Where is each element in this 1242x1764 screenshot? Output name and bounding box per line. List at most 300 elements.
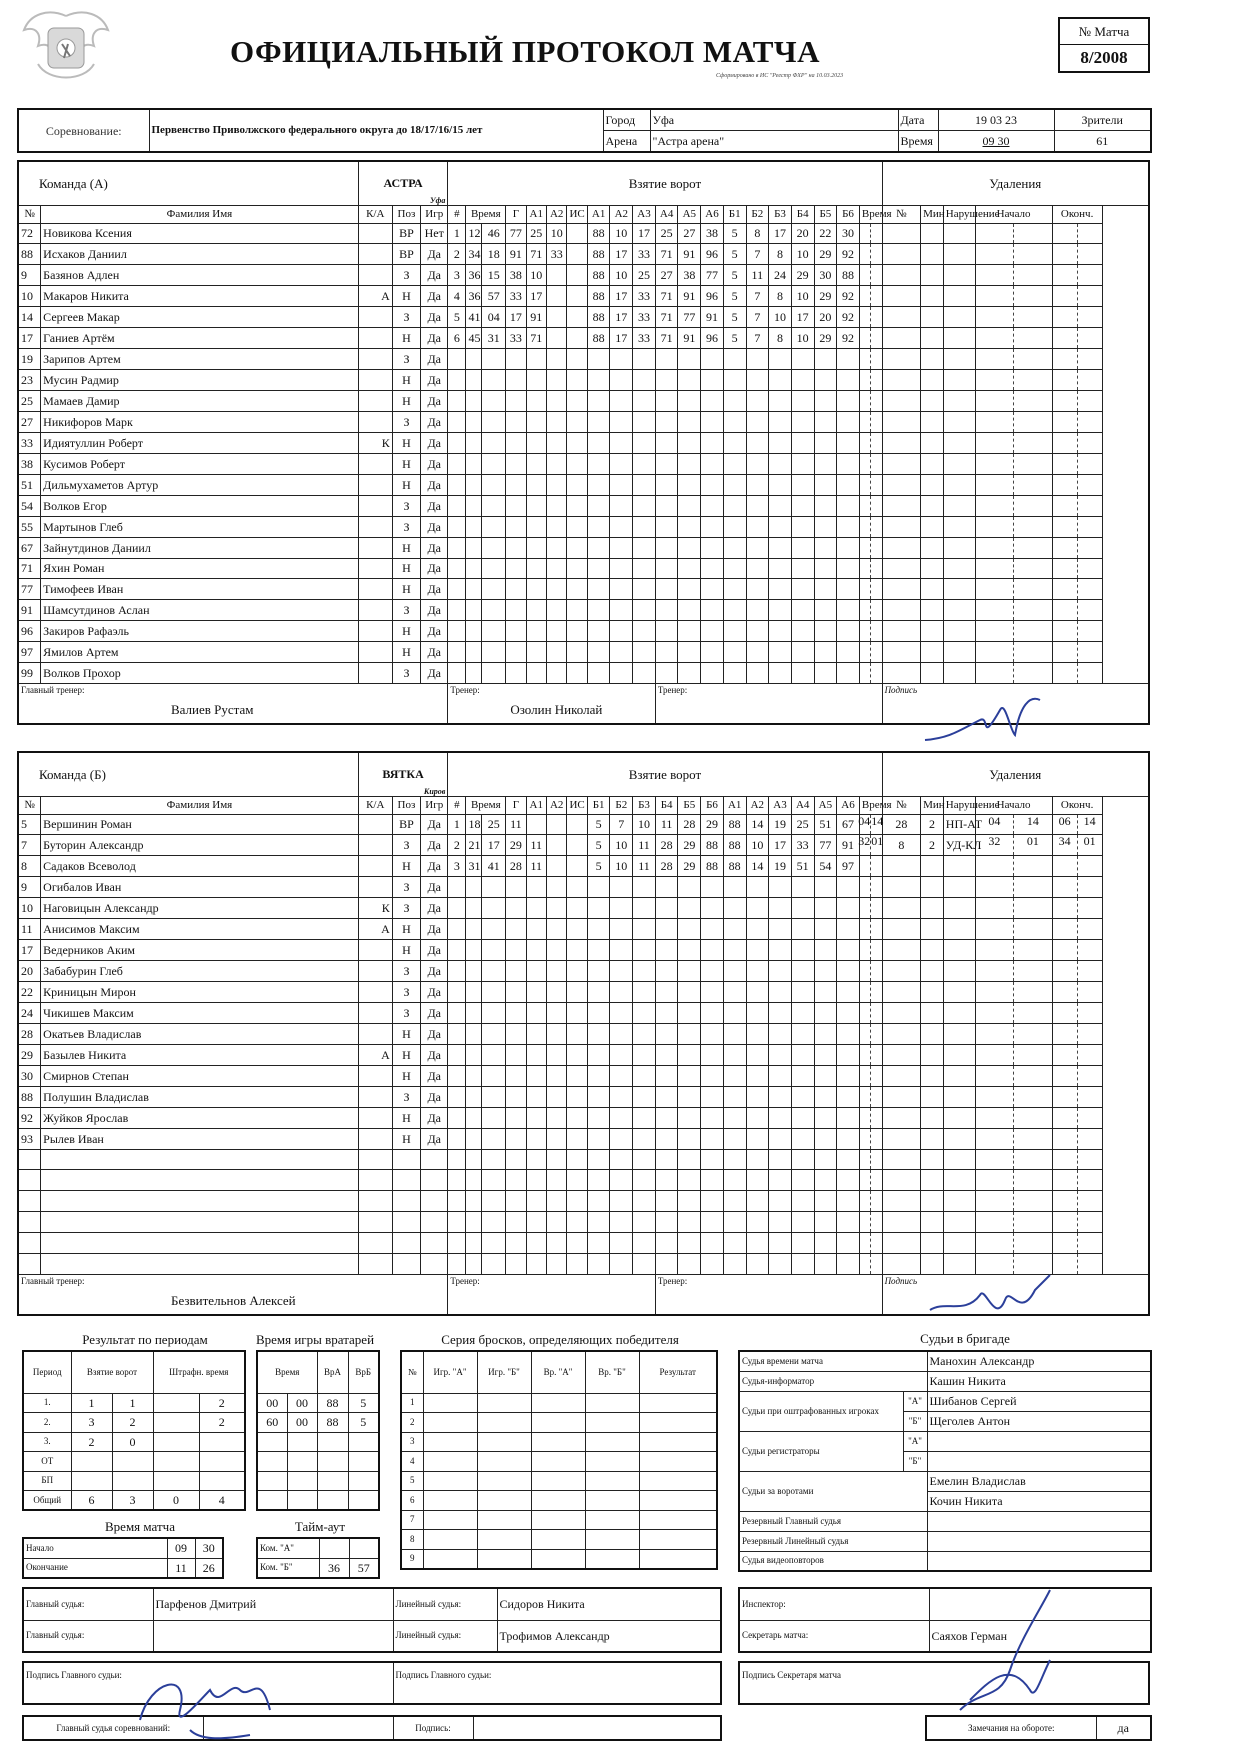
penalty-end-sec bbox=[1078, 496, 1102, 516]
goal-is bbox=[567, 516, 587, 537]
penalty-player bbox=[882, 1107, 921, 1128]
goal-onice-player bbox=[769, 516, 792, 537]
penalty-player bbox=[882, 1170, 921, 1191]
shootout-cell bbox=[477, 1471, 531, 1491]
goal-onice-player bbox=[791, 919, 814, 940]
player-played: Да bbox=[421, 663, 448, 684]
penalty-player bbox=[882, 265, 921, 286]
penalty-violation bbox=[943, 1044, 975, 1065]
shootout-cell bbox=[585, 1549, 639, 1569]
penalty-end bbox=[1052, 961, 1102, 982]
player-number bbox=[18, 1191, 41, 1212]
penalty-time bbox=[859, 1212, 882, 1233]
goal-second bbox=[482, 961, 506, 982]
penalty-violation bbox=[943, 919, 975, 940]
goal-g: 91 bbox=[506, 244, 526, 265]
goal-onice-player bbox=[837, 663, 860, 684]
penalty-time bbox=[859, 1170, 882, 1191]
goal-minute bbox=[466, 1065, 482, 1086]
penalty-end-sec bbox=[1078, 517, 1102, 537]
goal-onice-player bbox=[678, 663, 701, 684]
goal-onice-player bbox=[769, 1233, 792, 1254]
team-a-name bbox=[358, 161, 448, 205]
player-row bbox=[18, 349, 1149, 370]
penalty-end-sec bbox=[1078, 663, 1102, 683]
goal-is bbox=[567, 474, 587, 495]
penalty-end-sec bbox=[1078, 621, 1102, 641]
goal-number bbox=[448, 579, 466, 600]
col-goal-time-a: Время bbox=[466, 205, 506, 223]
penalty-start-min bbox=[976, 621, 1015, 641]
penalty-start bbox=[975, 600, 1052, 621]
goal-onice-player bbox=[837, 516, 860, 537]
goal-second: 46 bbox=[482, 223, 506, 244]
col-igr-b: Игр bbox=[421, 796, 448, 814]
col-onice-a-11: Б6 bbox=[837, 205, 860, 223]
goal-onice-player bbox=[610, 961, 633, 982]
col-onice-a-6: Б1 bbox=[723, 205, 746, 223]
goal-onice-player bbox=[837, 1107, 860, 1128]
goal-is bbox=[567, 558, 587, 579]
player-row bbox=[18, 223, 1149, 244]
player-played: Да bbox=[421, 432, 448, 453]
goal-onice-player bbox=[678, 349, 701, 370]
shootout-cell bbox=[639, 1452, 717, 1472]
goal-onice-player bbox=[701, 982, 724, 1003]
penalty-start bbox=[975, 1149, 1052, 1170]
player-position: Н bbox=[392, 579, 420, 600]
player-name: Вершинин Роман bbox=[41, 814, 359, 835]
goal-onice-player bbox=[723, 558, 746, 579]
penalty-end-sec bbox=[1078, 265, 1102, 285]
goal-g bbox=[506, 349, 526, 370]
penalty-player bbox=[882, 1212, 921, 1233]
shootout-cell bbox=[531, 1491, 585, 1511]
player-name bbox=[41, 1233, 359, 1254]
goal-a1 bbox=[526, 940, 546, 961]
penalty-violation bbox=[943, 286, 975, 307]
penalty-violation bbox=[943, 1086, 975, 1107]
goal-minute bbox=[466, 579, 482, 600]
col-pos-b: Поз bbox=[392, 796, 420, 814]
goal-g bbox=[506, 411, 526, 432]
goal-onice-player bbox=[633, 919, 656, 940]
player-position: Н bbox=[392, 432, 420, 453]
competition-name: Первенство Приволжского федерального округа до 18/17/16/15 лет bbox=[149, 109, 603, 152]
player-ka bbox=[358, 537, 392, 558]
penalty-time-sec bbox=[871, 1003, 881, 1023]
goal-onice-player bbox=[610, 642, 633, 663]
goal-g bbox=[506, 961, 526, 982]
player-ka bbox=[358, 370, 392, 391]
goal-onice-player bbox=[791, 600, 814, 621]
goal-second bbox=[482, 432, 506, 453]
goal-onice-player bbox=[746, 1023, 769, 1044]
goal-a1 bbox=[526, 877, 546, 898]
goal-onice-player bbox=[678, 1023, 701, 1044]
gk-b-header: ВрБ bbox=[348, 1351, 379, 1393]
penalty-start bbox=[975, 1254, 1052, 1275]
reserve-head-label: Резервный Главный судья bbox=[739, 1511, 927, 1531]
player-row bbox=[18, 495, 1149, 516]
goal-onice-player bbox=[746, 1065, 769, 1086]
goal-g bbox=[506, 579, 526, 600]
col-is-a: ИС bbox=[567, 205, 587, 223]
head-coach-name: Безвительнов Алексей bbox=[171, 1293, 296, 1309]
penalty-violation bbox=[943, 537, 975, 558]
goal-number bbox=[448, 474, 466, 495]
player-number bbox=[18, 1212, 41, 1233]
shootout-row bbox=[401, 1530, 717, 1550]
player-position bbox=[392, 1233, 420, 1254]
col-onice-a-4: А5 bbox=[678, 205, 701, 223]
player-row bbox=[18, 1170, 1149, 1191]
sign-main-judge-label-2: Подпись Главного судьи: bbox=[393, 1662, 721, 1704]
player-name: Ведерников Аким bbox=[41, 940, 359, 961]
penalty-player bbox=[882, 307, 921, 328]
player-number: 10 bbox=[18, 286, 41, 307]
head-coach-label: Главный тренер: bbox=[21, 685, 85, 696]
penalty-time-min bbox=[860, 642, 871, 662]
goal-onice-player bbox=[814, 1044, 837, 1065]
period-name: 3. bbox=[23, 1432, 71, 1452]
goal-onice-player bbox=[814, 961, 837, 982]
penalty-start-sec bbox=[1014, 433, 1052, 453]
goal-onice-player bbox=[610, 516, 633, 537]
goal-minute: 45 bbox=[466, 328, 482, 349]
goal-onice-player: 5 bbox=[723, 328, 746, 349]
player-row bbox=[18, 919, 1149, 940]
shootout-header: Игр. "Б" bbox=[477, 1351, 531, 1393]
player-position: Н bbox=[392, 1107, 420, 1128]
goal-onice-player bbox=[769, 495, 792, 516]
penalty-minutes bbox=[921, 1212, 944, 1233]
goal-onice-player bbox=[633, 1233, 656, 1254]
goal-onice-player: 7 bbox=[746, 244, 769, 265]
penalty-time bbox=[859, 537, 882, 558]
penalty-start-min bbox=[976, 244, 1015, 264]
player-name: Базянов Адлен bbox=[41, 265, 359, 286]
period-pen-a bbox=[153, 1413, 199, 1433]
goal-onice-player bbox=[678, 1233, 701, 1254]
player-name: Новикова Ксения bbox=[41, 223, 359, 244]
goal-onice-player bbox=[655, 663, 678, 684]
goal-a1: 71 bbox=[526, 328, 546, 349]
penalty-time-min bbox=[860, 370, 871, 390]
goal-minute: 36 bbox=[466, 265, 482, 286]
goal-onice-player bbox=[723, 1191, 746, 1212]
penalty-minutes: 2 bbox=[921, 814, 944, 835]
goal-onice-player bbox=[633, 663, 656, 684]
goal-a1: 17 bbox=[526, 286, 546, 307]
penalty-minutes bbox=[921, 1107, 944, 1128]
player-row bbox=[18, 558, 1149, 579]
inspector-label: Инспектор: bbox=[739, 1588, 929, 1620]
penalty-time bbox=[859, 1233, 882, 1254]
goal-number: 3 bbox=[448, 265, 466, 286]
penalty-time bbox=[859, 600, 882, 621]
goal-is bbox=[567, 982, 587, 1003]
penalty-end-min bbox=[1053, 370, 1078, 390]
shootout-row bbox=[401, 1471, 717, 1491]
goal-number bbox=[448, 642, 466, 663]
goal-onice-player bbox=[791, 1254, 814, 1275]
penalty-minutes bbox=[921, 579, 944, 600]
goal-is bbox=[567, 391, 587, 412]
goal-onice-player bbox=[655, 877, 678, 898]
period-name: ОТ bbox=[23, 1452, 71, 1472]
goal-onice-player bbox=[814, 982, 837, 1003]
goal-onice-player bbox=[723, 898, 746, 919]
penalty-time-min bbox=[860, 454, 871, 474]
player-played: Нет bbox=[421, 223, 448, 244]
goal-minute: 21 bbox=[466, 835, 482, 856]
gk-s bbox=[287, 1452, 317, 1472]
player-ka bbox=[358, 223, 392, 244]
goal-a1: 71 bbox=[526, 244, 546, 265]
player-name: Смирнов Степан bbox=[41, 1065, 359, 1086]
player-name: Чикишев Максим bbox=[41, 1002, 359, 1023]
col-pen-min-b: Мин bbox=[921, 796, 944, 814]
goal-onice-player bbox=[814, 1128, 837, 1149]
goal-onice-player bbox=[791, 370, 814, 391]
player-number: 99 bbox=[18, 663, 41, 684]
shootout-row bbox=[401, 1413, 717, 1433]
gk-s bbox=[287, 1491, 317, 1511]
shootout-cell bbox=[423, 1491, 477, 1511]
col-igr-a: Игр bbox=[421, 205, 448, 223]
goal-number bbox=[448, 453, 466, 474]
player-ka bbox=[358, 961, 392, 982]
penalty-player bbox=[882, 1149, 921, 1170]
goal-onice-player: 51 bbox=[791, 856, 814, 877]
penalty-end bbox=[1052, 453, 1102, 474]
head-coach-label: Главный тренер: bbox=[21, 1276, 85, 1287]
penalty-start-min bbox=[976, 475, 1015, 495]
penalty-time bbox=[859, 286, 882, 307]
goal-onice-player bbox=[769, 663, 792, 684]
penalty-start bbox=[975, 537, 1052, 558]
penalty-time bbox=[859, 1107, 882, 1128]
penalty-time-sec: 14 bbox=[871, 813, 884, 828]
penalty-violation bbox=[943, 1023, 975, 1044]
player-ka bbox=[358, 328, 392, 349]
goal-a2 bbox=[546, 558, 566, 579]
penalty-minutes bbox=[921, 307, 944, 328]
goal-onice-player bbox=[678, 600, 701, 621]
col-name-a: Фамилия Имя bbox=[41, 205, 359, 223]
penalty-time bbox=[859, 856, 882, 877]
penalty-minutes bbox=[921, 1086, 944, 1107]
goal-onice-player bbox=[587, 919, 610, 940]
penalty-minutes bbox=[921, 328, 944, 349]
penalty-minutes bbox=[921, 286, 944, 307]
goal-g: 38 bbox=[506, 265, 526, 286]
penalty-start-min bbox=[976, 579, 1015, 599]
goal-onice-player bbox=[633, 1107, 656, 1128]
signature-cell bbox=[882, 684, 1149, 724]
penalty-start bbox=[975, 1002, 1052, 1023]
goal-onice-player bbox=[678, 898, 701, 919]
penalty-minutes bbox=[921, 349, 944, 370]
penalty-violation bbox=[943, 474, 975, 495]
penalty-start-min bbox=[976, 1170, 1015, 1190]
player-ka bbox=[358, 307, 392, 328]
goal-onice-player: 38 bbox=[701, 223, 724, 244]
goal-onice-player bbox=[723, 919, 746, 940]
goal-onice-player bbox=[610, 940, 633, 961]
penalty-time bbox=[859, 516, 882, 537]
timeout-b-s: 57 bbox=[349, 1558, 379, 1578]
penalty-start bbox=[975, 856, 1052, 877]
penalty-end-sec bbox=[1078, 391, 1102, 411]
goal-onice-player bbox=[769, 1086, 792, 1107]
goal-onice-player bbox=[723, 1149, 746, 1170]
shootout-header: Результат bbox=[639, 1351, 717, 1393]
penalty-time bbox=[859, 411, 882, 432]
team-b-table bbox=[17, 751, 1150, 1316]
goal-onice-player bbox=[633, 516, 656, 537]
penalty-time bbox=[859, 898, 882, 919]
goal-onice-player bbox=[701, 432, 724, 453]
goal-a1 bbox=[526, 411, 546, 432]
goal-onice-player bbox=[791, 579, 814, 600]
player-ka bbox=[358, 600, 392, 621]
penalty-start-sec bbox=[1014, 349, 1052, 369]
goal-onice-player: 5 bbox=[723, 286, 746, 307]
penalty-end-min bbox=[1053, 412, 1078, 432]
goal-a2 bbox=[546, 835, 566, 856]
penalty-start bbox=[975, 474, 1052, 495]
goal-minute bbox=[466, 495, 482, 516]
goal-is bbox=[567, 265, 587, 286]
penalty-time-min bbox=[860, 877, 871, 897]
penalty-start-min bbox=[976, 412, 1015, 432]
goal-a2 bbox=[546, 474, 566, 495]
penalty-time-sec bbox=[871, 1045, 881, 1065]
goal-onice-player bbox=[587, 1149, 610, 1170]
shootout-cell bbox=[639, 1530, 717, 1550]
goal-onice-player bbox=[610, 1233, 633, 1254]
goal-onice-player bbox=[701, 1233, 724, 1254]
goal-onice-player: 33 bbox=[633, 286, 656, 307]
penalty-time-sec bbox=[871, 244, 881, 264]
goal-onice-player bbox=[655, 391, 678, 412]
goal-onice-player bbox=[769, 349, 792, 370]
goal-onice-player bbox=[746, 411, 769, 432]
period-name: 2. bbox=[23, 1413, 71, 1433]
player-number: 88 bbox=[18, 244, 41, 265]
player-played: Да bbox=[421, 1107, 448, 1128]
penalty-time bbox=[859, 307, 882, 328]
goal-g bbox=[506, 474, 526, 495]
penalty-player bbox=[882, 370, 921, 391]
player-ka bbox=[358, 621, 392, 642]
penalty-time bbox=[859, 453, 882, 474]
player-name bbox=[41, 1212, 359, 1233]
goal-onice-player: 7 bbox=[746, 286, 769, 307]
penalty-start bbox=[975, 453, 1052, 474]
goal-onice-player bbox=[701, 579, 724, 600]
goal-onice-player bbox=[587, 453, 610, 474]
goal-onice-player bbox=[633, 349, 656, 370]
goal-onice-player bbox=[587, 663, 610, 684]
goal-onice-player bbox=[655, 1086, 678, 1107]
goal-is bbox=[567, 223, 587, 244]
penalty-time-sec bbox=[871, 349, 881, 369]
goal-is bbox=[567, 1107, 587, 1128]
goal-onice-player bbox=[587, 411, 610, 432]
goal-judges-label: Судьи за воротами bbox=[739, 1471, 927, 1511]
goal-a1: 11 bbox=[526, 856, 546, 877]
goal-second bbox=[482, 516, 506, 537]
goal-onice-player: 10 bbox=[610, 856, 633, 877]
goal-onice-player: 10 bbox=[610, 265, 633, 286]
goal-onice-player bbox=[701, 1191, 724, 1212]
goal-a2 bbox=[546, 1233, 566, 1254]
goal-onice-player bbox=[791, 537, 814, 558]
goal-onice-player bbox=[633, 370, 656, 391]
shootout-title: Серия бросков, определяющих победителя bbox=[441, 1332, 679, 1347]
shootout-cell bbox=[423, 1530, 477, 1550]
penalty-start-sec bbox=[1014, 224, 1052, 244]
player-played: Да bbox=[421, 495, 448, 516]
goal-onice-player bbox=[678, 940, 701, 961]
goal-onice-player bbox=[701, 1065, 724, 1086]
goal-number bbox=[448, 1233, 466, 1254]
penalty-time-sec bbox=[871, 621, 881, 641]
goal-onice-player bbox=[701, 495, 724, 516]
penalty-start-min bbox=[976, 642, 1015, 662]
goal-a2 bbox=[546, 516, 566, 537]
goal-onice-player bbox=[723, 1212, 746, 1233]
goal-onice-player bbox=[837, 391, 860, 412]
goal-onice-player bbox=[610, 982, 633, 1003]
head-coach-cell bbox=[18, 684, 448, 724]
goal-onice-player: 29 bbox=[678, 856, 701, 877]
goal-minute: 31 bbox=[466, 856, 482, 877]
player-position: З bbox=[392, 982, 420, 1003]
gk-row bbox=[257, 1432, 379, 1452]
penalty-player bbox=[882, 961, 921, 982]
goal-second bbox=[482, 474, 506, 495]
sign-label: Подпись: bbox=[393, 1716, 473, 1740]
goal-onice-player bbox=[610, 537, 633, 558]
col-ka-b: К/А bbox=[358, 796, 392, 814]
penalty-player bbox=[882, 663, 921, 684]
penalty-start-sec bbox=[1014, 1170, 1052, 1190]
goal-onice-player bbox=[610, 600, 633, 621]
goal-onice-player: 71 bbox=[655, 328, 678, 349]
penalty-time bbox=[859, 835, 882, 856]
player-played: Да bbox=[421, 982, 448, 1003]
goal-a1: 10 bbox=[526, 265, 546, 286]
penalty-end-min bbox=[1053, 349, 1078, 369]
penalty-minutes bbox=[921, 495, 944, 516]
penalty-player bbox=[882, 411, 921, 432]
goal-g bbox=[506, 1023, 526, 1044]
player-row bbox=[18, 898, 1149, 919]
gk-time-table bbox=[256, 1350, 380, 1511]
penalty-player bbox=[882, 919, 921, 940]
goal-onice-player bbox=[701, 663, 724, 684]
goal-onice-player bbox=[678, 919, 701, 940]
shootout-cell bbox=[531, 1510, 585, 1530]
penalty-violation bbox=[943, 558, 975, 579]
goal-onice-player bbox=[837, 1233, 860, 1254]
player-position bbox=[392, 1254, 420, 1275]
goal-onice-player bbox=[746, 391, 769, 412]
